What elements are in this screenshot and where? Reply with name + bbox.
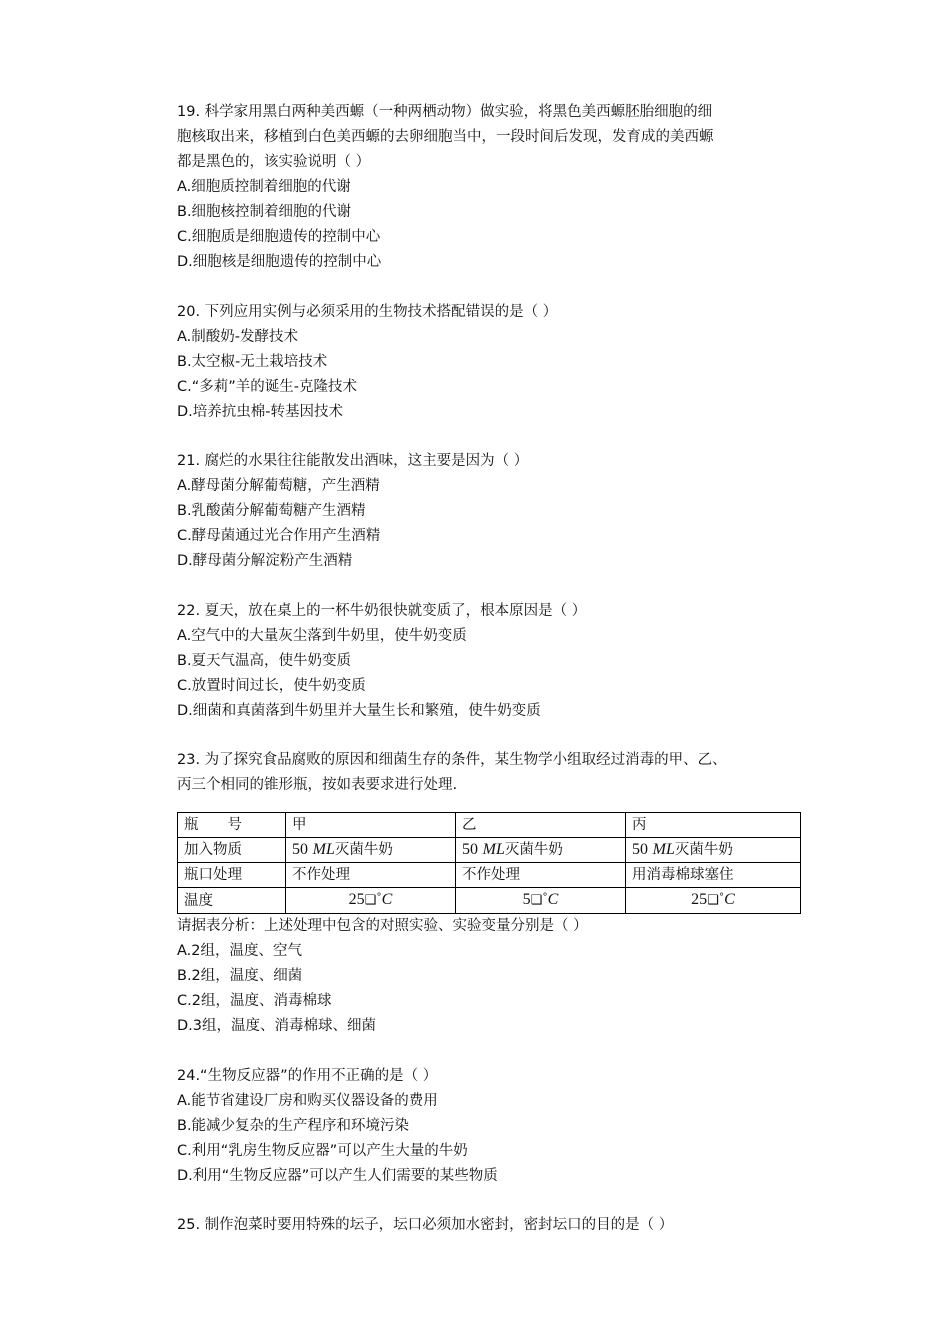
option-a: A.细胞质控制着细胞的代谢: [177, 179, 351, 195]
table-cell: [626, 838, 801, 863]
material-text: 灭菌牛奶: [674, 842, 733, 858]
question-23-stem-line: 23. 为了探究食品腐败的原因和细菌生存的条件，某生物学小组取经过消毒的甲、乙、: [177, 752, 727, 768]
amount: 50: [462, 841, 478, 858]
question-19: [177, 100, 807, 275]
degree-symbol: ˚: [718, 891, 725, 908]
unit: ML: [482, 841, 505, 858]
question-19-stem-line: 胞核取出来，移植到白色美西螈的去卵细胞当中，一段时间后发现，发育成的美西螈: [177, 129, 714, 145]
table-cell: 瓶 号: [178, 813, 286, 838]
option-c: C.细胞质是细胞遗传的控制中心: [177, 229, 381, 245]
table-cell: 温度: [178, 888, 286, 914]
question-20: [177, 300, 807, 425]
unit: ML: [312, 841, 335, 858]
placeholder-square: ❑: [707, 893, 719, 908]
temperature-value: 5: [522, 891, 531, 908]
option-c: C.酵母菌通过光合作用产生酒精: [177, 528, 381, 544]
question-23: [177, 748, 807, 1039]
question-19-stem-line: 都是黑色的，该实验说明（ ）: [177, 154, 371, 170]
amount: 50: [292, 841, 308, 858]
temperature-value: 25: [348, 891, 365, 908]
table-cell: 不作处理: [456, 863, 626, 888]
option-c: C.放置时间过长，使牛奶变质: [177, 677, 366, 694]
celsius-unit: C: [547, 891, 559, 908]
table-cell: [286, 838, 456, 863]
table-cell: [456, 888, 626, 914]
unit: ML: [652, 841, 675, 858]
table-row: [178, 888, 801, 914]
option-b: B.能减少复杂的生产程序和环境污染: [177, 1117, 410, 1134]
amount: 50: [632, 841, 648, 858]
option-b: B.细胞核控制着细胞的代谢: [177, 204, 352, 220]
table-cell: 不作处理: [286, 863, 456, 888]
question-21: [177, 449, 807, 574]
question-23-prompt: 请据表分析：上述处理中包含的对照实验、实验变量分别是（ ）: [177, 918, 588, 934]
celsius-unit: C: [724, 891, 735, 908]
question-23-stem-line: 丙三个相同的锥形瓶，按如表要求进行处理.: [177, 777, 458, 793]
table-row: [178, 863, 801, 888]
table-cell: 加入物质: [178, 838, 286, 863]
question-20-stem: 20. 下列应用实例与必须采用的生物技术搭配错误的是（ ）: [177, 303, 558, 320]
option-b: B.2组，温度、细菌: [177, 968, 303, 984]
table-cell: 乙: [456, 813, 626, 838]
option-c: C.2组，温度、消毒棉球: [177, 993, 332, 1009]
degree-symbol: ˚: [542, 891, 548, 908]
table-cell: 用消毒棉球塞住: [626, 863, 801, 888]
table-cell: 瓶口处理: [178, 863, 286, 888]
exam-page: [177, 100, 807, 1263]
celsius-unit: C: [381, 891, 393, 908]
question-24: [177, 1064, 807, 1189]
table-cell: [286, 888, 456, 914]
temperature-value: 25: [691, 891, 708, 908]
option-a: A.2组，温度、空气: [177, 943, 302, 959]
option-d: D.细胞核是细胞遗传的控制中心: [177, 254, 382, 270]
option-b: B.乳酸菌分解葡萄糖产生酒精: [177, 503, 366, 519]
material-text: 灭菌牛奶: [334, 842, 393, 858]
table-cell: 甲: [286, 813, 456, 838]
option-d: D.酵母菌分解淀粉产生酒精: [177, 553, 353, 569]
option-d: D.细菌和真菌落到牛奶里并大量生长和繁殖，使牛奶变质: [177, 702, 541, 719]
placeholder-square: ❑: [364, 893, 377, 908]
option-a: A.空气中的大量灰尘落到牛奶里，使牛奶变质: [177, 627, 467, 644]
table-cell: [456, 838, 626, 863]
question-22: [177, 599, 807, 724]
question-25: [177, 1213, 807, 1238]
placeholder-square: ❑: [530, 893, 543, 908]
option-b: B.太空椒-无土栽培技术: [177, 353, 328, 370]
question-25-stem: 25. 制作泡菜时要用特殊的坛子，坛口必须加水密封，密封坛口的目的是（ ）: [177, 1217, 674, 1233]
option-c: C.“多莉”羊的诞生-克隆技术: [177, 378, 357, 395]
option-c: C.利用“乳房生物反应器”可以产生大量的牛奶: [177, 1142, 468, 1159]
option-d: D.培养抗虫棉-转基因技术: [177, 403, 344, 420]
degree-symbol: ˚: [376, 891, 382, 908]
question-24-stem: 24.“生物反应器”的作用不正确的是（ ）: [177, 1067, 438, 1084]
option-d: D.3组，温度、消毒棉球、细菌: [177, 1018, 376, 1034]
question-19-stem-line: 19. 科学家用黑白两种美西螈（一种两栖动物）做实验，将黑色美西螈胚胎细胞的细: [177, 104, 713, 120]
table-row: [178, 838, 801, 863]
table-cell: [626, 888, 801, 914]
experiment-table: [177, 812, 801, 914]
option-b: B.夏天气温高，使牛奶变质: [177, 652, 352, 669]
option-d: D.利用“生物反应器”可以产生人们需要的某些物质: [177, 1167, 498, 1184]
question-22-stem: 22. 夏天，放在桌上的一杯牛奶很快就变质了，根本原因是（ ）: [177, 602, 587, 619]
table-header-row: [178, 813, 801, 838]
option-a: A.能节省建设厂房和购买仪器设备的费用: [177, 1092, 438, 1109]
option-a: A.制酸奶-发酵技术: [177, 328, 299, 345]
table-cell: 丙: [626, 813, 801, 838]
option-a: A.酵母菌分解葡萄糖，产生酒精: [177, 478, 380, 494]
material-text: 灭菌牛奶: [504, 842, 563, 858]
question-21-stem: 21. 腐烂的水果往往能散发出酒味，这主要是因为（ ）: [177, 453, 529, 469]
